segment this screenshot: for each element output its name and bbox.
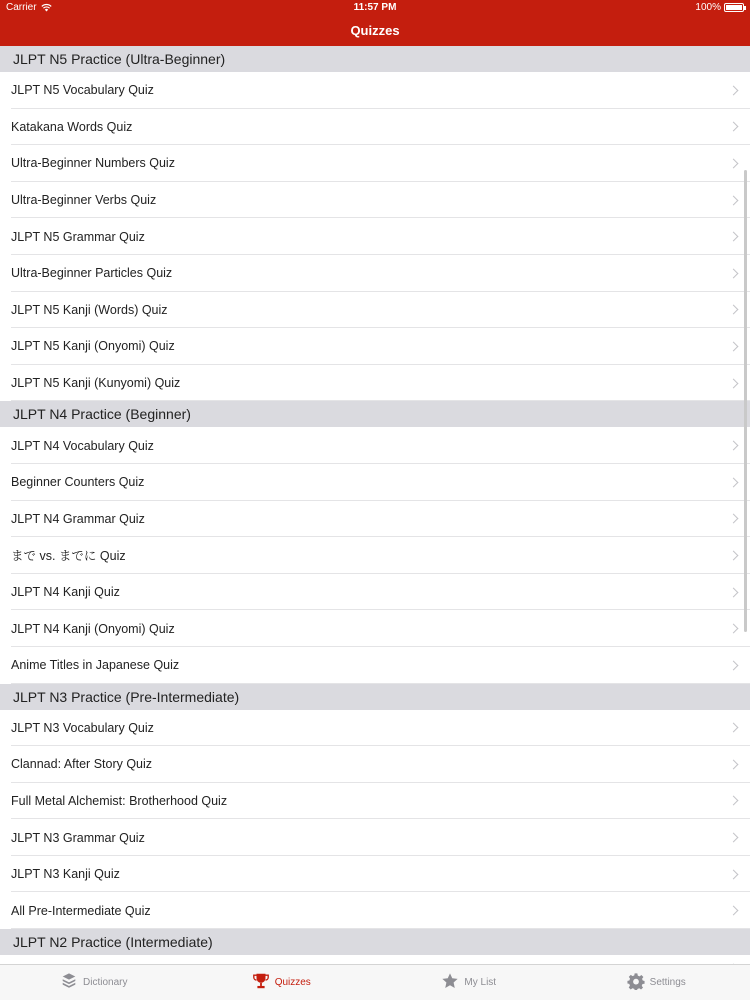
status-bar <box>0 0 750 16</box>
battery-indicator <box>695 2 744 13</box>
quiz-row[interactable] <box>0 610 750 647</box>
chevron-right-icon <box>729 550 739 560</box>
quiz-row[interactable] <box>0 574 750 611</box>
quiz-row-label: JLPT N5 Kanji (Kunyomi) Quiz <box>11 376 181 391</box>
quiz-row[interactable] <box>0 647 750 684</box>
tab-label: My List <box>464 977 497 988</box>
quiz-row-label: JLPT N3 Kanji Quiz <box>11 867 120 882</box>
quiz-row-label: JLPT N5 Grammar Quiz <box>11 229 145 244</box>
chevron-right-icon <box>729 85 739 95</box>
chevron-right-icon <box>729 342 739 352</box>
gear-icon <box>627 972 645 993</box>
chevron-right-icon <box>729 122 739 132</box>
quiz-row[interactable] <box>0 427 750 464</box>
chevron-right-icon <box>729 159 739 169</box>
quiz-row[interactable] <box>0 537 750 574</box>
tab-dictionary[interactable] <box>0 965 188 1000</box>
tab-label: Settings <box>649 977 686 988</box>
quiz-row[interactable] <box>0 328 750 365</box>
quiz-row[interactable] <box>0 464 750 501</box>
section-header: JLPT N4 Practice (Beginner) <box>0 401 750 427</box>
tab-settings[interactable] <box>563 965 750 1000</box>
quiz-row[interactable] <box>0 892 750 929</box>
tab-bar <box>0 964 750 1000</box>
chevron-right-icon <box>729 624 739 634</box>
quiz-row[interactable] <box>0 856 750 893</box>
quiz-row[interactable] <box>0 218 750 255</box>
carrier-label: Carrier <box>6 2 37 13</box>
chevron-right-icon <box>729 514 739 524</box>
chevron-right-icon <box>729 232 739 242</box>
chevron-right-icon <box>729 378 739 388</box>
chevron-right-icon <box>729 796 739 806</box>
star-icon <box>441 972 459 993</box>
section-header: JLPT N2 Practice (Intermediate) <box>0 929 750 955</box>
quiz-row[interactable] <box>0 819 750 856</box>
quiz-row-label: Beginner Counters Quiz <box>11 475 145 490</box>
chevron-right-icon <box>729 305 739 315</box>
quiz-row-label: JLPT N5 Vocabulary Quiz <box>11 83 154 98</box>
chevron-right-icon <box>729 833 739 843</box>
section-header: JLPT N3 Practice (Pre-Intermediate) <box>0 684 750 710</box>
quiz-row[interactable] <box>0 746 750 783</box>
quiz-row-label: JLPT N5 Kanji (Onyomi) Quiz <box>11 339 175 354</box>
chevron-right-icon <box>729 477 739 487</box>
trophy-icon <box>252 972 270 993</box>
chevron-right-icon <box>729 268 739 278</box>
quiz-row-label: まで vs. までに Quiz <box>11 549 126 564</box>
quiz-row-label: JLPT N3 Grammar Quiz <box>11 830 145 845</box>
tab-label: Quizzes <box>274 977 311 988</box>
quiz-row-label: Katakana Words Quiz <box>11 119 133 134</box>
quiz-row[interactable] <box>0 710 750 747</box>
clock: 11:57 PM <box>353 2 397 13</box>
tab-quizzes[interactable] <box>188 965 376 1000</box>
battery-icon <box>724 3 744 12</box>
quiz-row[interactable] <box>0 72 750 109</box>
quiz-row-label: All Pre-Intermediate Quiz <box>11 903 151 918</box>
quiz-row[interactable] <box>0 783 750 820</box>
chevron-right-icon <box>729 759 739 769</box>
section-header: JLPT N5 Practice (Ultra-Beginner) <box>0 46 750 72</box>
book-stack-icon <box>60 972 78 993</box>
navigation-bar <box>0 0 750 46</box>
quiz-row[interactable] <box>0 182 750 219</box>
quiz-row-label: Full Metal Alchemist: Brotherhood Quiz <box>11 793 228 808</box>
chevron-right-icon <box>729 441 739 451</box>
quiz-row-label: JLPT N5 Kanji (Words) Quiz <box>11 302 168 317</box>
chevron-right-icon <box>729 723 739 733</box>
chevron-right-icon <box>729 195 739 205</box>
quiz-row-label: Ultra-Beginner Particles Quiz <box>11 266 173 281</box>
chevron-right-icon <box>729 660 739 670</box>
chevron-right-icon <box>729 587 739 597</box>
quiz-row[interactable] <box>0 109 750 146</box>
quiz-row-label: JLPT N4 Vocabulary Quiz <box>11 438 154 453</box>
quiz-row-label: Ultra-Beginner Verbs Quiz <box>11 193 157 208</box>
quiz-row-label: JLPT N4 Kanji (Onyomi) Quiz <box>11 621 175 636</box>
page-title: Quizzes <box>350 23 400 38</box>
tab-label: Dictionary <box>83 977 128 988</box>
battery-percent: 100% <box>695 2 721 13</box>
chevron-right-icon <box>729 906 739 916</box>
quiz-row[interactable] <box>0 145 750 182</box>
chevron-right-icon <box>729 869 739 879</box>
quiz-row[interactable] <box>0 255 750 292</box>
quiz-row-label: JLPT N3 Vocabulary Quiz <box>11 720 154 735</box>
quiz-row-label: Ultra-Beginner Numbers Quiz <box>11 156 175 171</box>
quiz-row-label: JLPT N4 Grammar Quiz <box>11 511 145 526</box>
quiz-list[interactable] <box>0 46 750 964</box>
scrollbar[interactable] <box>744 170 747 632</box>
quiz-row[interactable] <box>0 365 750 402</box>
quiz-row-label: JLPT N4 Kanji Quiz <box>11 585 120 600</box>
quiz-row[interactable] <box>0 292 750 329</box>
tab-my-list[interactable] <box>375 965 563 1000</box>
quiz-row-label: Clannad: After Story Quiz <box>11 757 153 772</box>
quiz-row-label: Anime Titles in Japanese Quiz <box>11 658 180 673</box>
quiz-row[interactable] <box>0 501 750 538</box>
